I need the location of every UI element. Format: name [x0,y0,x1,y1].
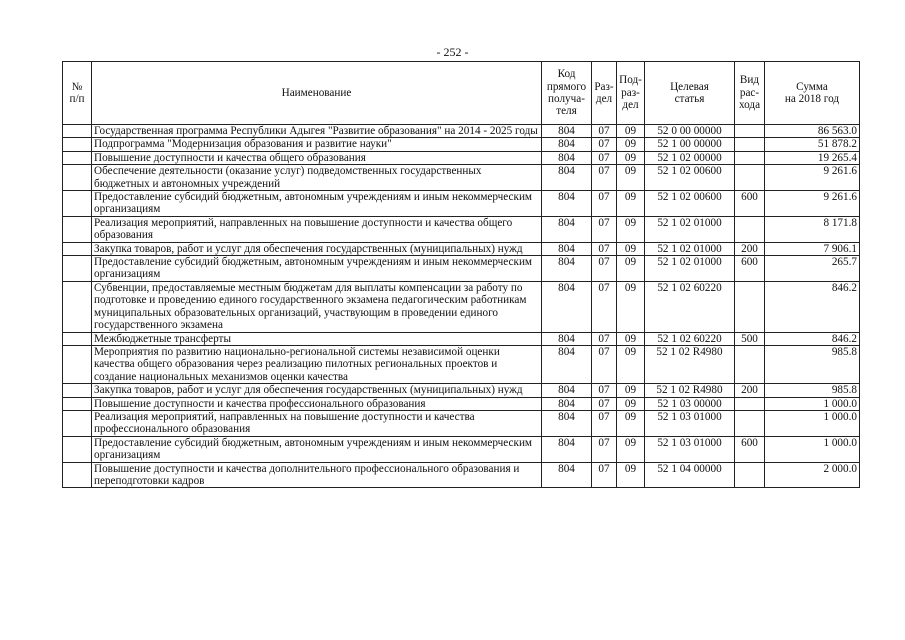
cell-code: 804 [542,436,592,462]
cell-code: 804 [542,125,592,138]
header-name: Наименование [92,62,542,125]
cell-subsection: 09 [617,138,645,151]
cell-sum: 2 000.0 [765,462,860,488]
cell-code: 804 [542,345,592,383]
cell-sum: 985.8 [765,345,860,383]
cell-no [63,462,92,488]
cell-no [63,165,92,191]
cell-no [63,397,92,410]
cell-target: 52 1 02 R4980 [645,345,735,383]
cell-sum: 19 265.4 [765,151,860,164]
cell-subsection: 09 [617,397,645,410]
cell-sum: 846.2 [765,281,860,332]
page-number: - 252 - [436,45,469,59]
cell-section: 07 [592,436,617,462]
cell-section: 07 [592,138,617,151]
cell-expense-type: 600 [735,436,765,462]
table-row [63,410,860,436]
cell-expense-type [735,165,765,191]
table-row [63,151,860,164]
cell-code: 804 [542,165,592,191]
table-row [63,384,860,397]
cell-name: Закупка товаров, работ и услуг для обеспечения государственных (муниципальных) нужд [92,242,542,255]
cell-target: 52 1 02 00600 [645,165,735,191]
cell-section: 07 [592,397,617,410]
cell-expense-type: 600 [735,256,765,282]
cell-section: 07 [592,256,617,282]
cell-no [63,345,92,383]
table-row [63,191,860,217]
cell-target: 52 1 02 60220 [645,332,735,345]
header-section: Раз- дел [592,62,617,125]
header-expense-type: Вид рас- хода [735,62,765,125]
cell-expense-type [735,138,765,151]
cell-subsection: 09 [617,125,645,138]
cell-sum: 51 878.2 [765,138,860,151]
cell-name: Реализация мероприятий, направленных на повышение доступности и качества профессионального образования [92,410,542,436]
cell-target: 52 0 00 00000 [645,125,735,138]
cell-target: 52 1 02 01000 [645,242,735,255]
cell-sum: 9 261.6 [765,191,860,217]
table-row [63,332,860,345]
cell-no [63,410,92,436]
cell-no [63,281,92,332]
cell-target: 52 1 03 01000 [645,436,735,462]
cell-name: Межбюджетные трансферты [92,332,542,345]
cell-subsection: 09 [617,191,645,217]
cell-code: 804 [542,332,592,345]
table-row [63,256,860,282]
cell-sum: 1 000.0 [765,436,860,462]
cell-name: Предоставление субсидий бюджетным, автономным учреждениям и иным некоммерческим организациям [92,436,542,462]
cell-subsection: 09 [617,281,645,332]
cell-section: 07 [592,332,617,345]
cell-sum: 9 261.6 [765,165,860,191]
cell-code: 804 [542,281,592,332]
cell-sum: 985.8 [765,384,860,397]
table-row [63,125,860,138]
header-sum: Сумма на 2018 год [765,62,860,125]
cell-name: Предоставление субсидий бюджетным, автономным учреждениям и иным некоммерческим организациям [92,256,542,282]
cell-expense-type [735,462,765,488]
cell-name: Повышение доступности и качества профессионального образования [92,397,542,410]
cell-no [63,242,92,255]
cell-sum: 265.7 [765,256,860,282]
cell-code: 804 [542,256,592,282]
cell-name: Государственная программа Республики Адыгея "Развитие образования" на 2014 - 2025 годы [92,125,542,138]
cell-name: Мероприятия по развитию национально-региональной системы независимой оценки качества общего образования через реализацию пилотных региональных проектов и создание национальных механизмов оценки качества [92,345,542,383]
cell-sum: 86 563.0 [765,125,860,138]
table-row [63,216,860,242]
cell-code: 804 [542,138,592,151]
table-header-row [63,62,860,125]
cell-subsection: 09 [617,345,645,383]
cell-no [63,332,92,345]
cell-no [63,384,92,397]
cell-expense-type [735,410,765,436]
header-subsection: Под- раз- дел [617,62,645,125]
cell-code: 804 [542,384,592,397]
header-no: № п/п [63,62,92,125]
cell-code: 804 [542,397,592,410]
cell-code: 804 [542,191,592,217]
cell-code: 804 [542,462,592,488]
cell-sum: 1 000.0 [765,397,860,410]
cell-section: 07 [592,125,617,138]
cell-expense-type [735,125,765,138]
cell-target: 52 1 03 01000 [645,410,735,436]
cell-expense-type: 600 [735,191,765,217]
cell-expense-type [735,281,765,332]
table-row [63,436,860,462]
cell-no [63,216,92,242]
cell-no [63,191,92,217]
cell-name: Повышение доступности и качества дополнительного профессионального образования и переподготовки кадров [92,462,542,488]
cell-code: 804 [542,242,592,255]
cell-expense-type [735,397,765,410]
cell-sum: 1 000.0 [765,410,860,436]
cell-section: 07 [592,165,617,191]
cell-section: 07 [592,151,617,164]
table-row [63,138,860,151]
cell-section: 07 [592,345,617,383]
cell-subsection: 09 [617,151,645,164]
cell-sum: 846.2 [765,332,860,345]
cell-subsection: 09 [617,462,645,488]
cell-section: 07 [592,216,617,242]
cell-name: Повышение доступности и качества общего образования [92,151,542,164]
cell-no [63,125,92,138]
table-row [63,165,860,191]
cell-subsection: 09 [617,242,645,255]
cell-no [63,138,92,151]
cell-target: 52 1 02 00000 [645,151,735,164]
cell-target: 52 1 02 60220 [645,281,735,332]
cell-section: 07 [592,384,617,397]
cell-name: Субвенции, предоставляемые местным бюджетам для выплаты компенсации за работу по подготовке и проведению единого государственного экзамена педагогическим работникам муниципальных образовательных организаций, участвующим в проведении единого государственного экзамена [92,281,542,332]
cell-expense-type: 200 [735,384,765,397]
cell-name: Реализация мероприятий, направленных на повышение доступности и качества общего образования [92,216,542,242]
cell-expense-type [735,345,765,383]
cell-no [63,151,92,164]
cell-no [63,256,92,282]
cell-target: 52 1 02 00600 [645,191,735,217]
cell-code: 804 [542,410,592,436]
cell-expense-type: 200 [735,242,765,255]
cell-section: 07 [592,462,617,488]
cell-section: 07 [592,281,617,332]
cell-target: 52 1 00 00000 [645,138,735,151]
table-row [63,397,860,410]
header-target: Целевая статья [645,62,735,125]
table-row [63,281,860,332]
cell-expense-type [735,216,765,242]
cell-name: Обеспечение деятельности (оказание услуг) подведомственных государственных бюджетных и автономных учреждений [92,165,542,191]
cell-name: Подпрограмма "Модернизация образования и развитие науки" [92,138,542,151]
cell-expense-type [735,151,765,164]
cell-subsection: 09 [617,165,645,191]
cell-target: 52 1 04 00000 [645,462,735,488]
budget-table [62,61,860,488]
cell-subsection: 09 [617,216,645,242]
header-code: Код прямого получа- теля [542,62,592,125]
table-row [63,462,860,488]
cell-section: 07 [592,410,617,436]
cell-target: 52 1 03 00000 [645,397,735,410]
cell-target: 52 1 02 01000 [645,256,735,282]
cell-sum: 8 171.8 [765,216,860,242]
cell-subsection: 09 [617,436,645,462]
cell-code: 804 [542,151,592,164]
cell-no [63,436,92,462]
cell-name: Предоставление субсидий бюджетным, автономным учреждениям и иным некоммерческим организациям [92,191,542,217]
table-body [63,125,860,488]
cell-target: 52 1 02 01000 [645,216,735,242]
cell-section: 07 [592,191,617,217]
cell-subsection: 09 [617,410,645,436]
cell-expense-type: 500 [735,332,765,345]
cell-subsection: 09 [617,332,645,345]
cell-name: Закупка товаров, работ и услуг для обеспечения государственных (муниципальных) нужд [92,384,542,397]
cell-subsection: 09 [617,256,645,282]
cell-sum: 7 906.1 [765,242,860,255]
cell-target: 52 1 02 R4980 [645,384,735,397]
cell-code: 804 [542,216,592,242]
cell-subsection: 09 [617,384,645,397]
table-row [63,242,860,255]
table-row [63,345,860,383]
cell-section: 07 [592,242,617,255]
